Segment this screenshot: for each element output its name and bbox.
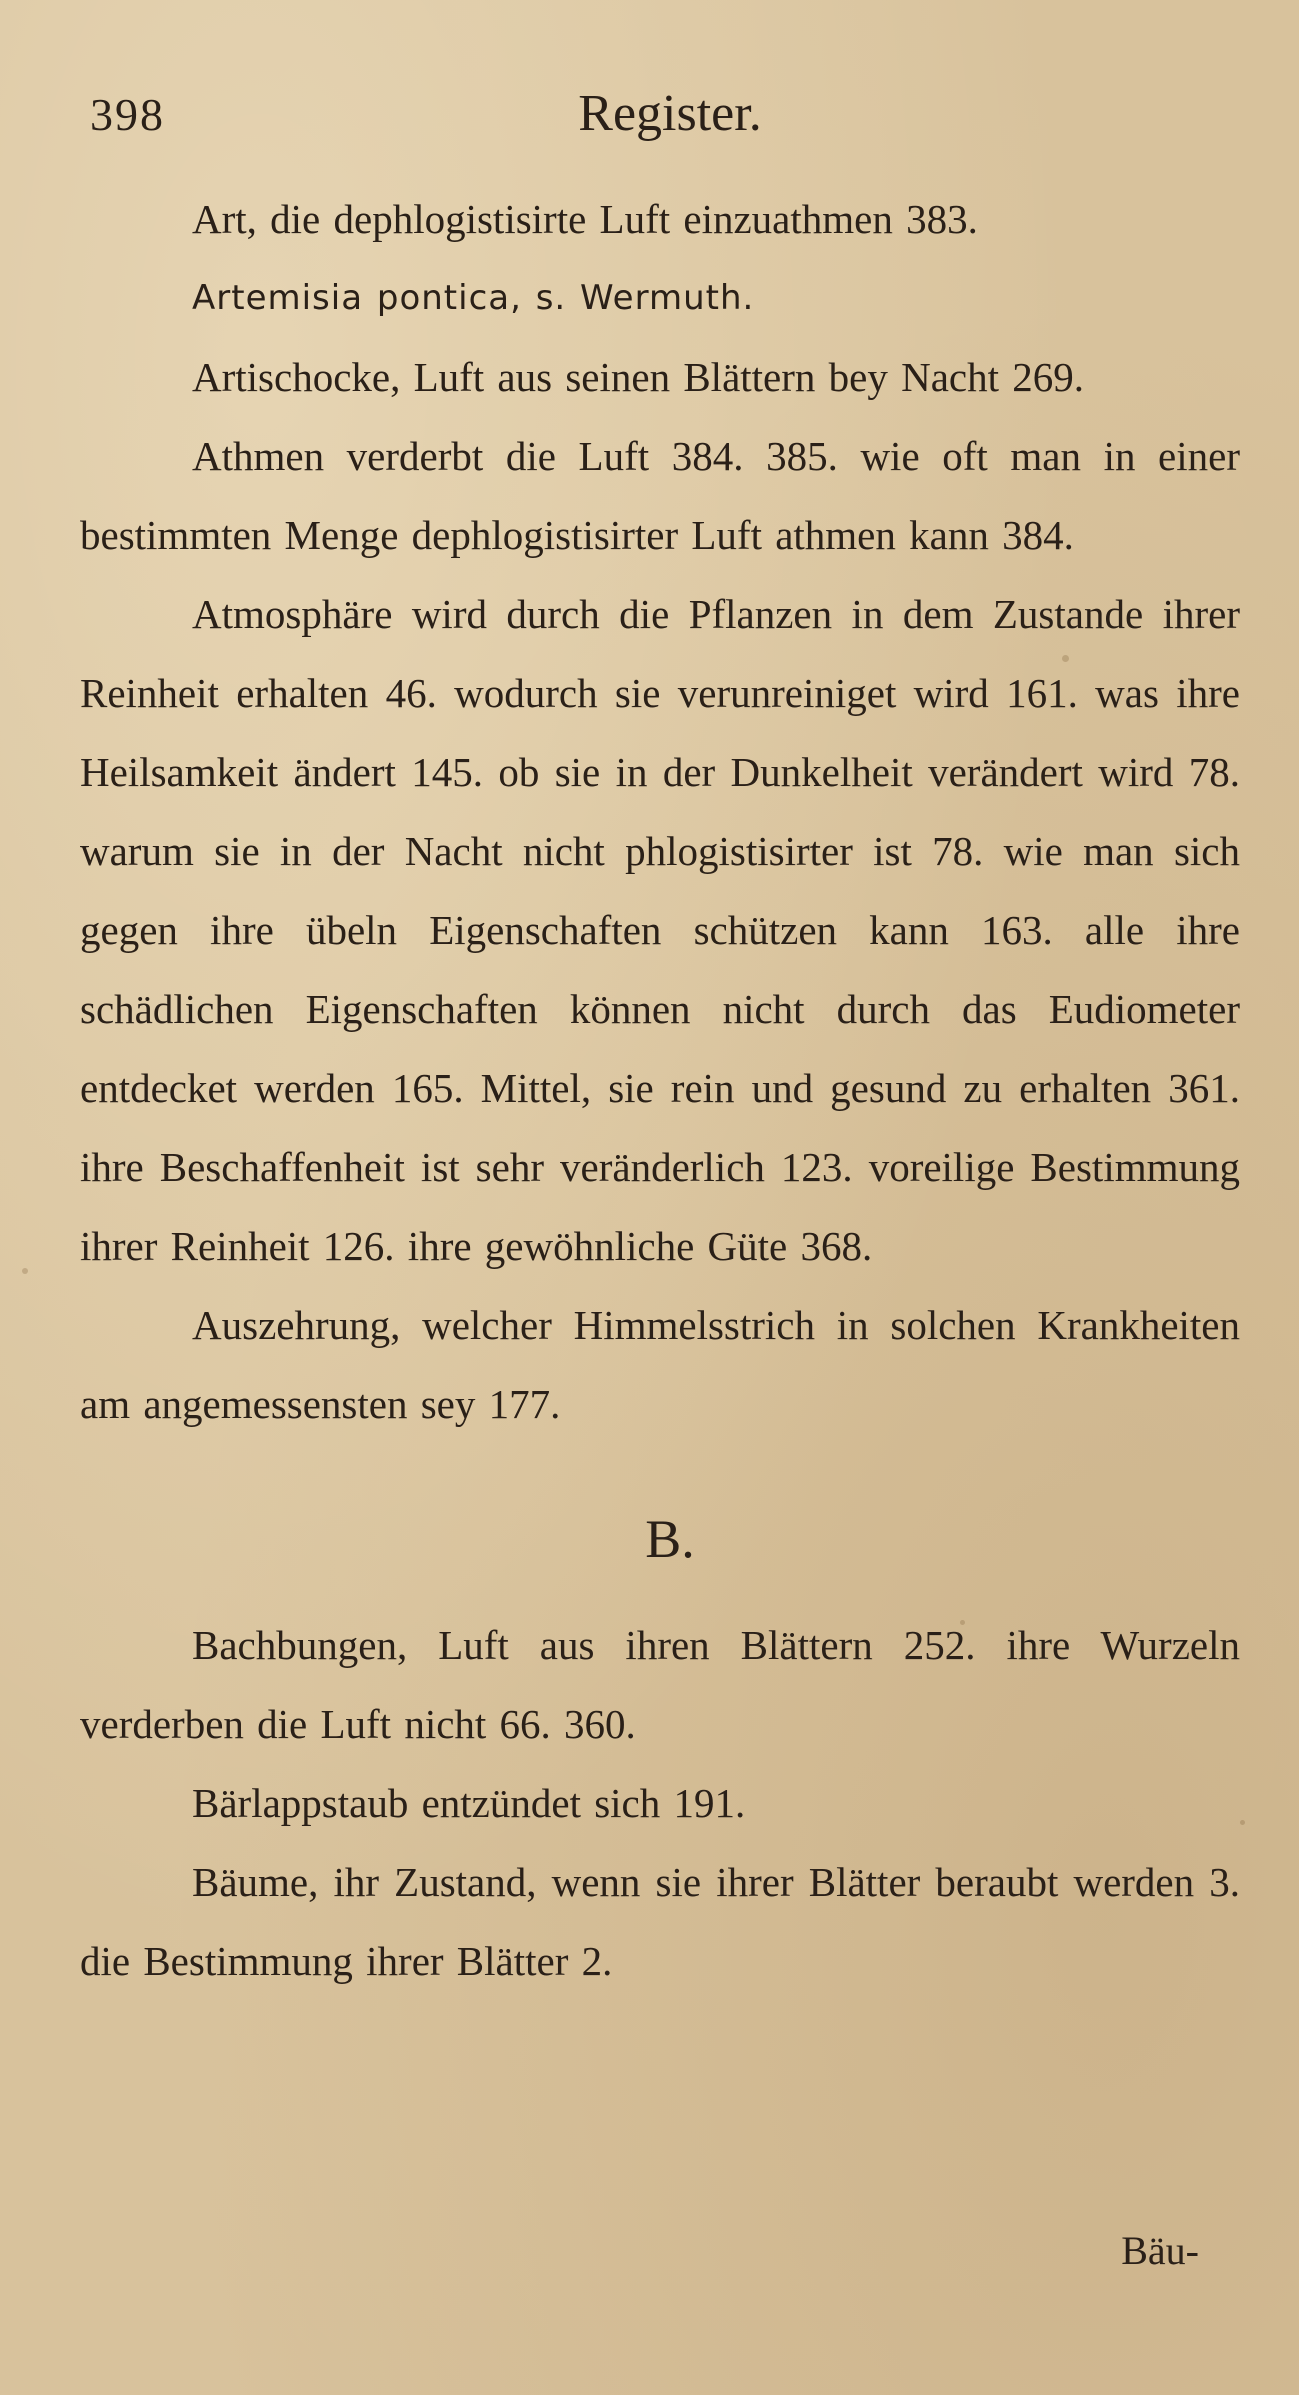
paper-stain: [960, 1620, 965, 1625]
running-head: [90, 85, 1250, 158]
register-entry: Atmosphäre wird durch die Pflanzen in dem Zustande ihrer Reinheit erhalten 46. wodurch sie verunreiniget wird 161. was ihre Heilsamkeit ändert 145. ob sie in der Dunkelheit verändert wird 78. warum sie in der Nacht nicht phlogistisirter ist 78. wie man sich gegen ihre übeln Eigenschaften schützen kann 163. alle ihre schädlichen Eigenschaften können nicht durch das Eudiometer entdecket werden 165. Mittel, sie rein und gesund zu erhalten 361. ihre Beschaffenheit ist sehr veränderlich 123. voreilige Bestimmung ihrer Reinheit 126. ihre gewöhnliche Güte 368.: [80, 591, 1240, 1269]
register-entry: Bäume, ihr Zustand, wenn sie ihrer Blätter beraubt werden 3. die Bestimmung ihrer Blätter 2.: [80, 1859, 1240, 1984]
register-entry: Auszehrung, welcher Himmelsstrich in solchen Krankheiten am angemessensten sey 177.: [80, 1302, 1240, 1427]
register-entry: Artischocke, Luft aus seinen Blättern bey Nacht 269.: [192, 354, 1084, 400]
register-entry: Artemisia pontica, s. Wermuth.: [192, 278, 755, 318]
register-text: [80, 180, 1240, 2001]
register-entry: Athmen verderbt die Luft 384. 385. wie oft man in einer bestimmten Menge dephlogistisirter Luft athmen kann 384.: [80, 433, 1240, 558]
paper-stain: [1240, 1820, 1245, 1825]
paper-stain: [22, 1268, 28, 1274]
catchword: Bäu-: [1121, 2228, 1199, 2273]
page-title: Register.: [578, 85, 762, 142]
page-number: 398: [90, 89, 165, 140]
section-heading: B.: [645, 1509, 695, 1569]
register-entry: Bärlappstaub entzündet sich 191.: [192, 1780, 746, 1826]
register-entry: Bachbungen, Luft aus ihren Blättern 252. ihre Wurzeln verderben die Luft nicht 66. 360.: [80, 1622, 1240, 1747]
paper-stain: [1062, 655, 1069, 662]
register-entry: Art, die dephlogistisirte Luft einzuathmen 383.: [192, 196, 978, 242]
